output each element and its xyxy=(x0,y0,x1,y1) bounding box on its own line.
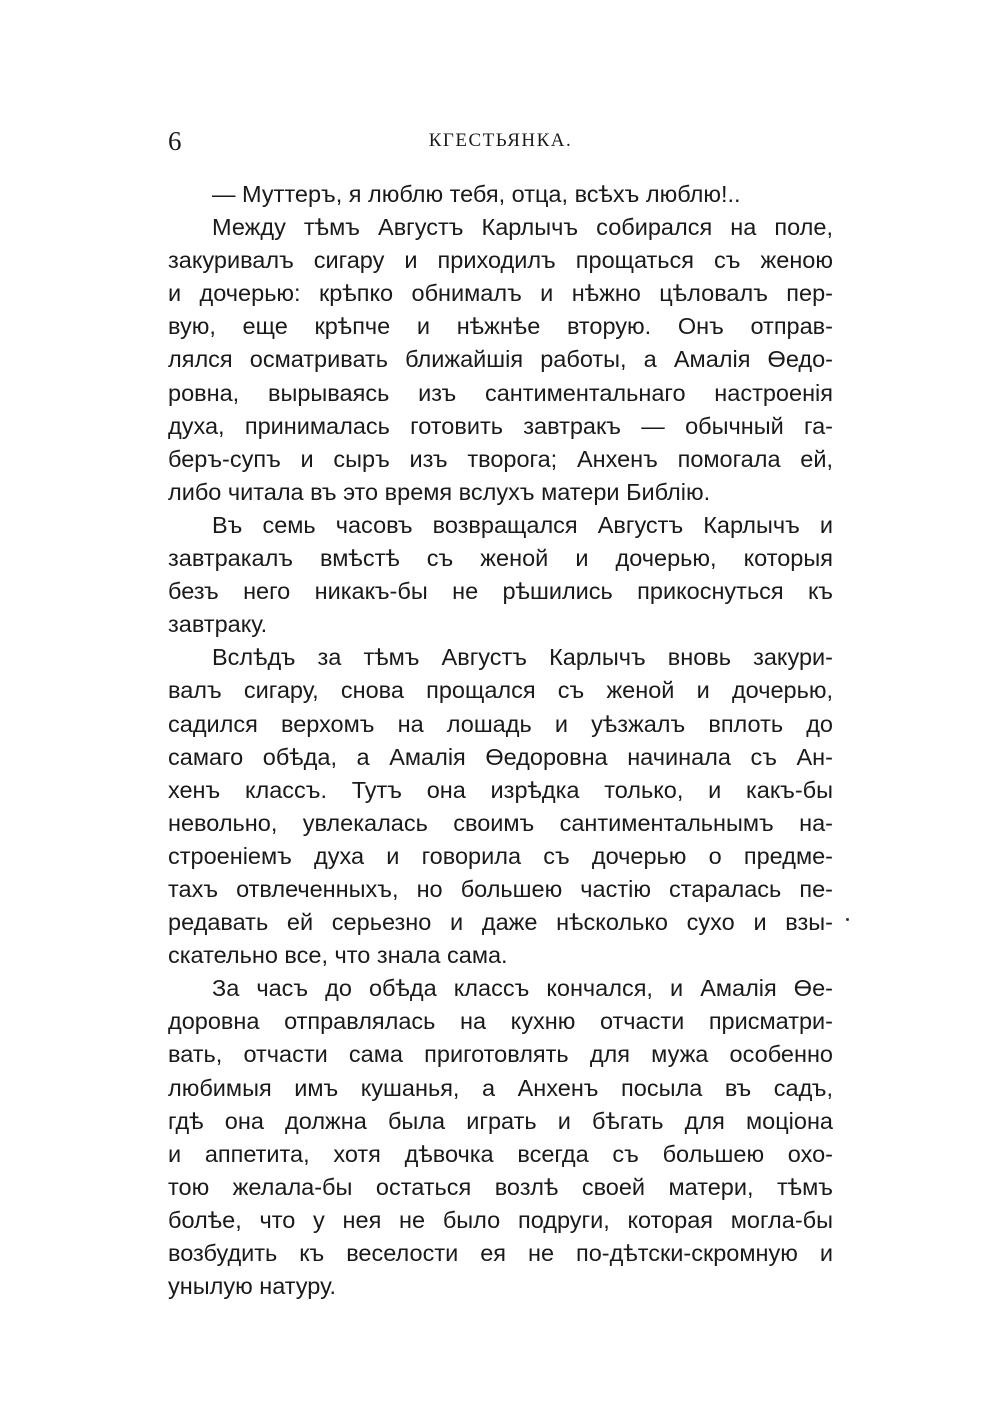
running-title: КГЕСТЬЯНКА. xyxy=(428,130,573,151)
body-text xyxy=(168,178,833,1303)
text-line: возбудить къ веселости ея не по-дѣтски-скромную и xyxy=(168,1240,833,1266)
text-line: За часъ до обѣда классъ кончался, и Амалія Өе- xyxy=(212,975,833,1002)
text-line: тахъ отвлеченныхъ, но большею частію старалась пе- xyxy=(168,875,833,902)
text-line: ровна, вырываясь изъ сантиментальнаго настроенія xyxy=(168,379,833,406)
page-header xyxy=(168,122,833,162)
text-line: духа, принималась готовить завтракъ — обычный га- xyxy=(168,412,833,439)
text-line: доровна отправлялась на кухню отчасти присматри- xyxy=(168,1008,833,1035)
text-line: Вслѣдъ за тѣмъ Августъ Карлычъ вновь закури- xyxy=(212,644,833,671)
text-line: валъ сигару, снова прощался съ женой и дочерью, xyxy=(168,677,833,704)
text-line: строеніемъ духа и говорила съ дочерью о предме- xyxy=(168,842,833,869)
text-line: вую, еще крѣпче и нѣжнѣе вторую. Онъ отправ- xyxy=(168,313,833,340)
text-line: безъ него никакъ-бы не рѣшились прикоснуться къ xyxy=(168,578,833,605)
text-line: завтраку. xyxy=(168,611,268,638)
text-line: садился верхомъ на лошадь и уѣзжалъ вплоть до xyxy=(168,710,833,737)
text-line: беръ-супъ и сыръ изъ творога; Анхенъ помогала ей, xyxy=(168,445,833,472)
text-line: и дочерью: крѣпко обнималъ и нѣжно цѣловалъ пер- xyxy=(168,280,833,307)
text-line: либо читала въ это время вслухъ матери Библію. xyxy=(168,478,711,505)
text-line: болѣе, что у нея не было подруги, которая могла-бы xyxy=(168,1206,833,1233)
text-line: и аппетита, хотя дѣвочка всегда съ большею охо- xyxy=(168,1140,833,1167)
text-line: закуривалъ сигару и приходилъ прощаться съ женою xyxy=(168,247,833,274)
text-line: — Муттеръ, я люблю тебя, отца, всѣхъ люблю!.. xyxy=(212,181,741,207)
text-line: унылую натуру. xyxy=(168,1273,337,1300)
text-line: Въ семь часовъ возвращался Августъ Карлычъ и xyxy=(212,511,833,538)
text-line: самаго обѣда, а Амалія Өедоровна начинала съ Ан- xyxy=(168,743,833,770)
page-number: 6 xyxy=(168,126,182,156)
text-line: Между тѣмъ Августъ Карлычъ собирался на поле, xyxy=(212,214,833,241)
text-line: любимыя имъ кушанья, а Анхенъ посыла въ садъ, xyxy=(168,1074,833,1101)
text-line: хенъ классъ. Тутъ она изрѣдка только, и какъ-бы xyxy=(168,776,833,803)
text-line: вать, отчасти сама приготовлять для мужа особенно xyxy=(168,1041,833,1068)
text-line: скательно все, что знала сама. xyxy=(168,942,508,969)
text-line: тою желала-бы остаться возлѣ своей матери, тѣмъ xyxy=(168,1173,833,1200)
text-line: завтракалъ вмѣстѣ съ женой и дочерью, которыя xyxy=(168,545,833,572)
text-line: редавать ей серьезно и даже нѣсколько сухо и взы- xyxy=(168,909,833,936)
text-line: невольно, увлекалась своимъ сантиментальнымъ на- xyxy=(168,809,833,836)
text-line: лялся осматривать ближайшія работы, а Амалія Өедо- xyxy=(168,346,833,373)
text-line: гдѣ она должна была играть и бѣгать для моціона xyxy=(168,1107,833,1134)
ink-speck xyxy=(846,918,849,921)
